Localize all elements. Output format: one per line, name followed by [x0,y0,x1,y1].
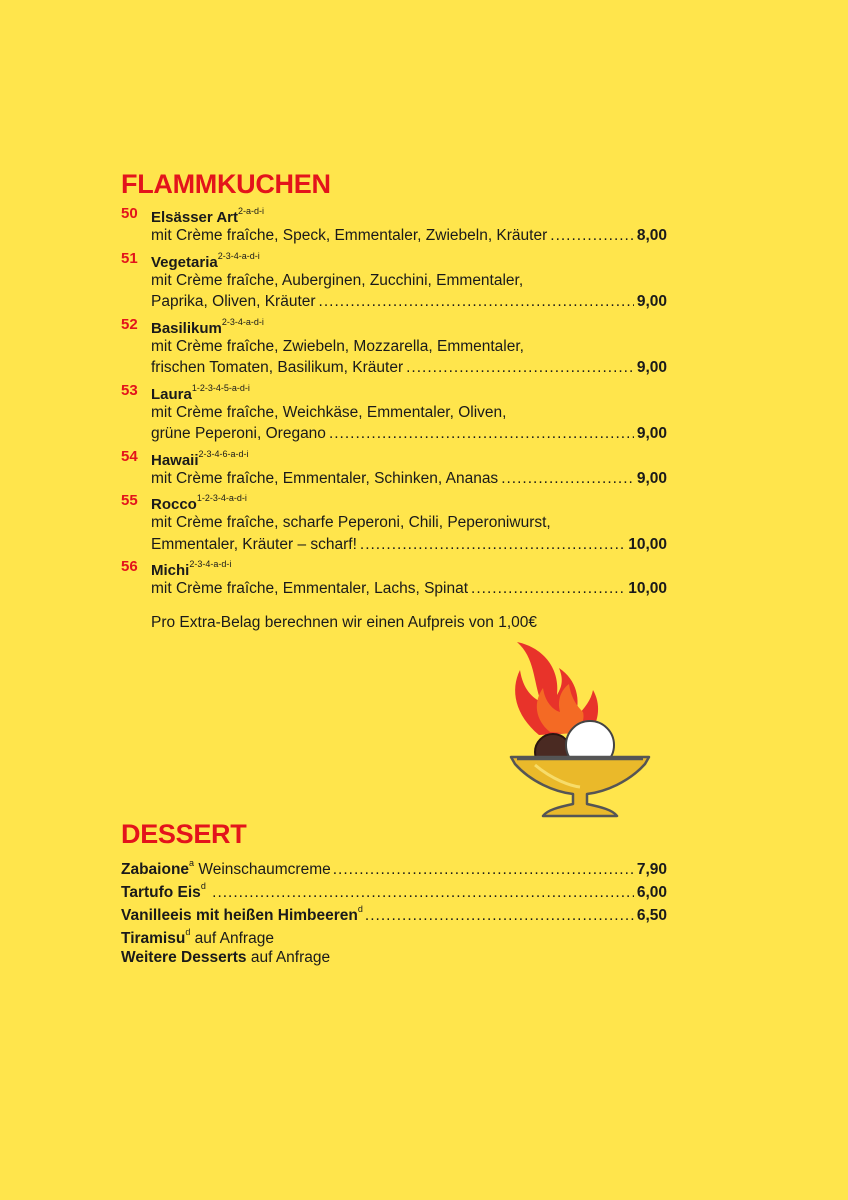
dot-leader [360,534,625,556]
dot-leader [550,225,634,247]
dessert-item [121,877,667,900]
item-name [151,247,260,274]
item-name [151,379,250,406]
description-text: mit Crème fraîche, Emmentaler, Schinken, Ananas [151,469,499,487]
item-number: 52 [121,315,138,333]
dot-leader [319,291,634,313]
description-text: frischen Tomaten, Basilikum, Kräuter [151,359,404,376]
item-price: 9,00 [636,469,667,487]
description-text: mit Crème fraîche, Speck, Emmentaler, Zwiebeln, Kräuter [151,227,548,244]
item-number: 50 [121,205,138,222]
dessert-item [121,854,667,877]
item-price: 10,00 [628,535,667,553]
item-number: 54 [121,447,138,465]
extra-topping-note: Pro Extra-Belag berechnen wir einen Aufpreis von 1,00€ [151,614,538,631]
menu-item [121,379,667,445]
menu-item-head [121,313,667,336]
dot-leader [365,904,634,927]
flaming-ice-cream-sundae-icon [505,640,655,820]
description-text: mit Crème fraîche, Weichkäse, Emmentaler, Oliven, [151,403,507,421]
item-price: 10,00 [628,580,667,597]
allergen-codes: 2-a-d-i [238,206,265,216]
item-number: 53 [121,381,138,399]
item-name-text: Hawaii [151,451,199,469]
item-name [151,489,247,516]
allergen-codes: 2-3-4-a-d-i [221,316,264,327]
item-name [151,313,264,340]
dessert-name: Tiramisu [121,930,186,948]
item-name-text: Elsässer Art [151,209,238,226]
dessert-list [121,854,667,969]
item-price: 9,00 [636,425,667,442]
item-description-line [151,291,667,313]
menu-item-head [121,489,667,512]
menu-item-head [121,247,667,270]
allergen-codes: 2-3-4-6-a-d-i [198,448,249,459]
flammkuchen-title: FLAMMKUCHEN [121,169,331,199]
item-description-line [151,423,667,445]
menu-item [121,313,667,379]
menu-item-head [121,202,667,225]
dessert-item [121,900,667,923]
dessert-description: auf Anfrage [246,949,331,966]
dessert-price: 6,50 [636,907,667,925]
dot-leader [406,357,634,379]
item-description-line [151,534,667,556]
menu-item-head [121,555,667,578]
dot-leader [471,578,625,600]
dessert-item [121,946,667,969]
item-description-line [151,357,667,379]
description-text: Emmentaler, Kräuter – scharf! [151,535,357,553]
allergen-codes: a [189,858,195,868]
description-text: Paprika, Oliven, Kräuter [151,293,316,310]
allergen-codes: 2-3-4-a-d-i [217,250,260,261]
item-name-text: Rocco [151,496,197,513]
menu-item [121,489,667,555]
item-price: 8,00 [636,227,667,244]
item-name-text: Basilikum [151,319,222,337]
dessert-description: auf Anfrage [190,930,274,948]
menu-item [121,555,667,600]
menu-item [121,247,667,313]
description-text: mit Crème fraîche, scharfe Peperoni, Chili, Peperoniwurst, [151,514,551,531]
item-number: 55 [121,492,138,509]
item-name-text: Michi [151,562,190,579]
item-number: 56 [121,558,138,575]
dot-leader [501,468,634,490]
allergen-codes: d [357,904,363,914]
item-name-text: Vegetaria [151,253,218,271]
dessert-description [206,884,210,901]
menu-item-head [121,379,667,402]
dessert-description: Weinschaumcreme [194,861,331,879]
item-name [151,202,264,229]
dot-leader [333,858,634,881]
dessert-name: Tartufo Eis [121,884,201,902]
item-number: 51 [121,249,138,267]
allergen-codes: d [185,927,191,937]
menu-item [121,445,667,490]
dessert-name: Zabaione [121,861,190,879]
description-text: mit Crème fraîche, Auberginen, Zucchini, Emmentaler, [151,271,524,289]
description-text: grüne Peperoni, Oregano [151,425,326,442]
item-name [151,445,249,472]
allergen-codes: 1-2-3-4-5-a-d-i [191,382,250,393]
dessert-title: DESSERT [121,819,247,849]
description-text: mit Crème fraîche, Emmentaler, Lachs, Spinat [151,580,469,597]
dessert-label [121,927,274,948]
item-price: 9,00 [636,293,667,310]
item-name-text: Laura [151,385,192,403]
allergen-codes: d [200,881,206,891]
allergen-codes: 1-2-3-4-a-d-i [196,493,247,503]
item-name [151,555,231,582]
allergen-codes: 2-3-4-a-d-i [189,559,232,569]
menu-item [121,202,667,247]
dessert-name: Vanilleeis mit heißen Himbeeren [121,907,358,925]
dessert-price: 6,00 [636,884,667,902]
dessert-name: Weitere Desserts [121,949,247,966]
description-text: mit Crème fraîche, Zwiebeln, Mozzarella, Emmentaler, [151,337,524,355]
flammkuchen-list [121,202,667,600]
dessert-label [121,949,330,966]
dessert-price: 7,90 [636,861,667,879]
dot-leader [329,423,634,445]
menu-item-head [121,445,667,468]
item-price: 9,00 [636,359,667,376]
